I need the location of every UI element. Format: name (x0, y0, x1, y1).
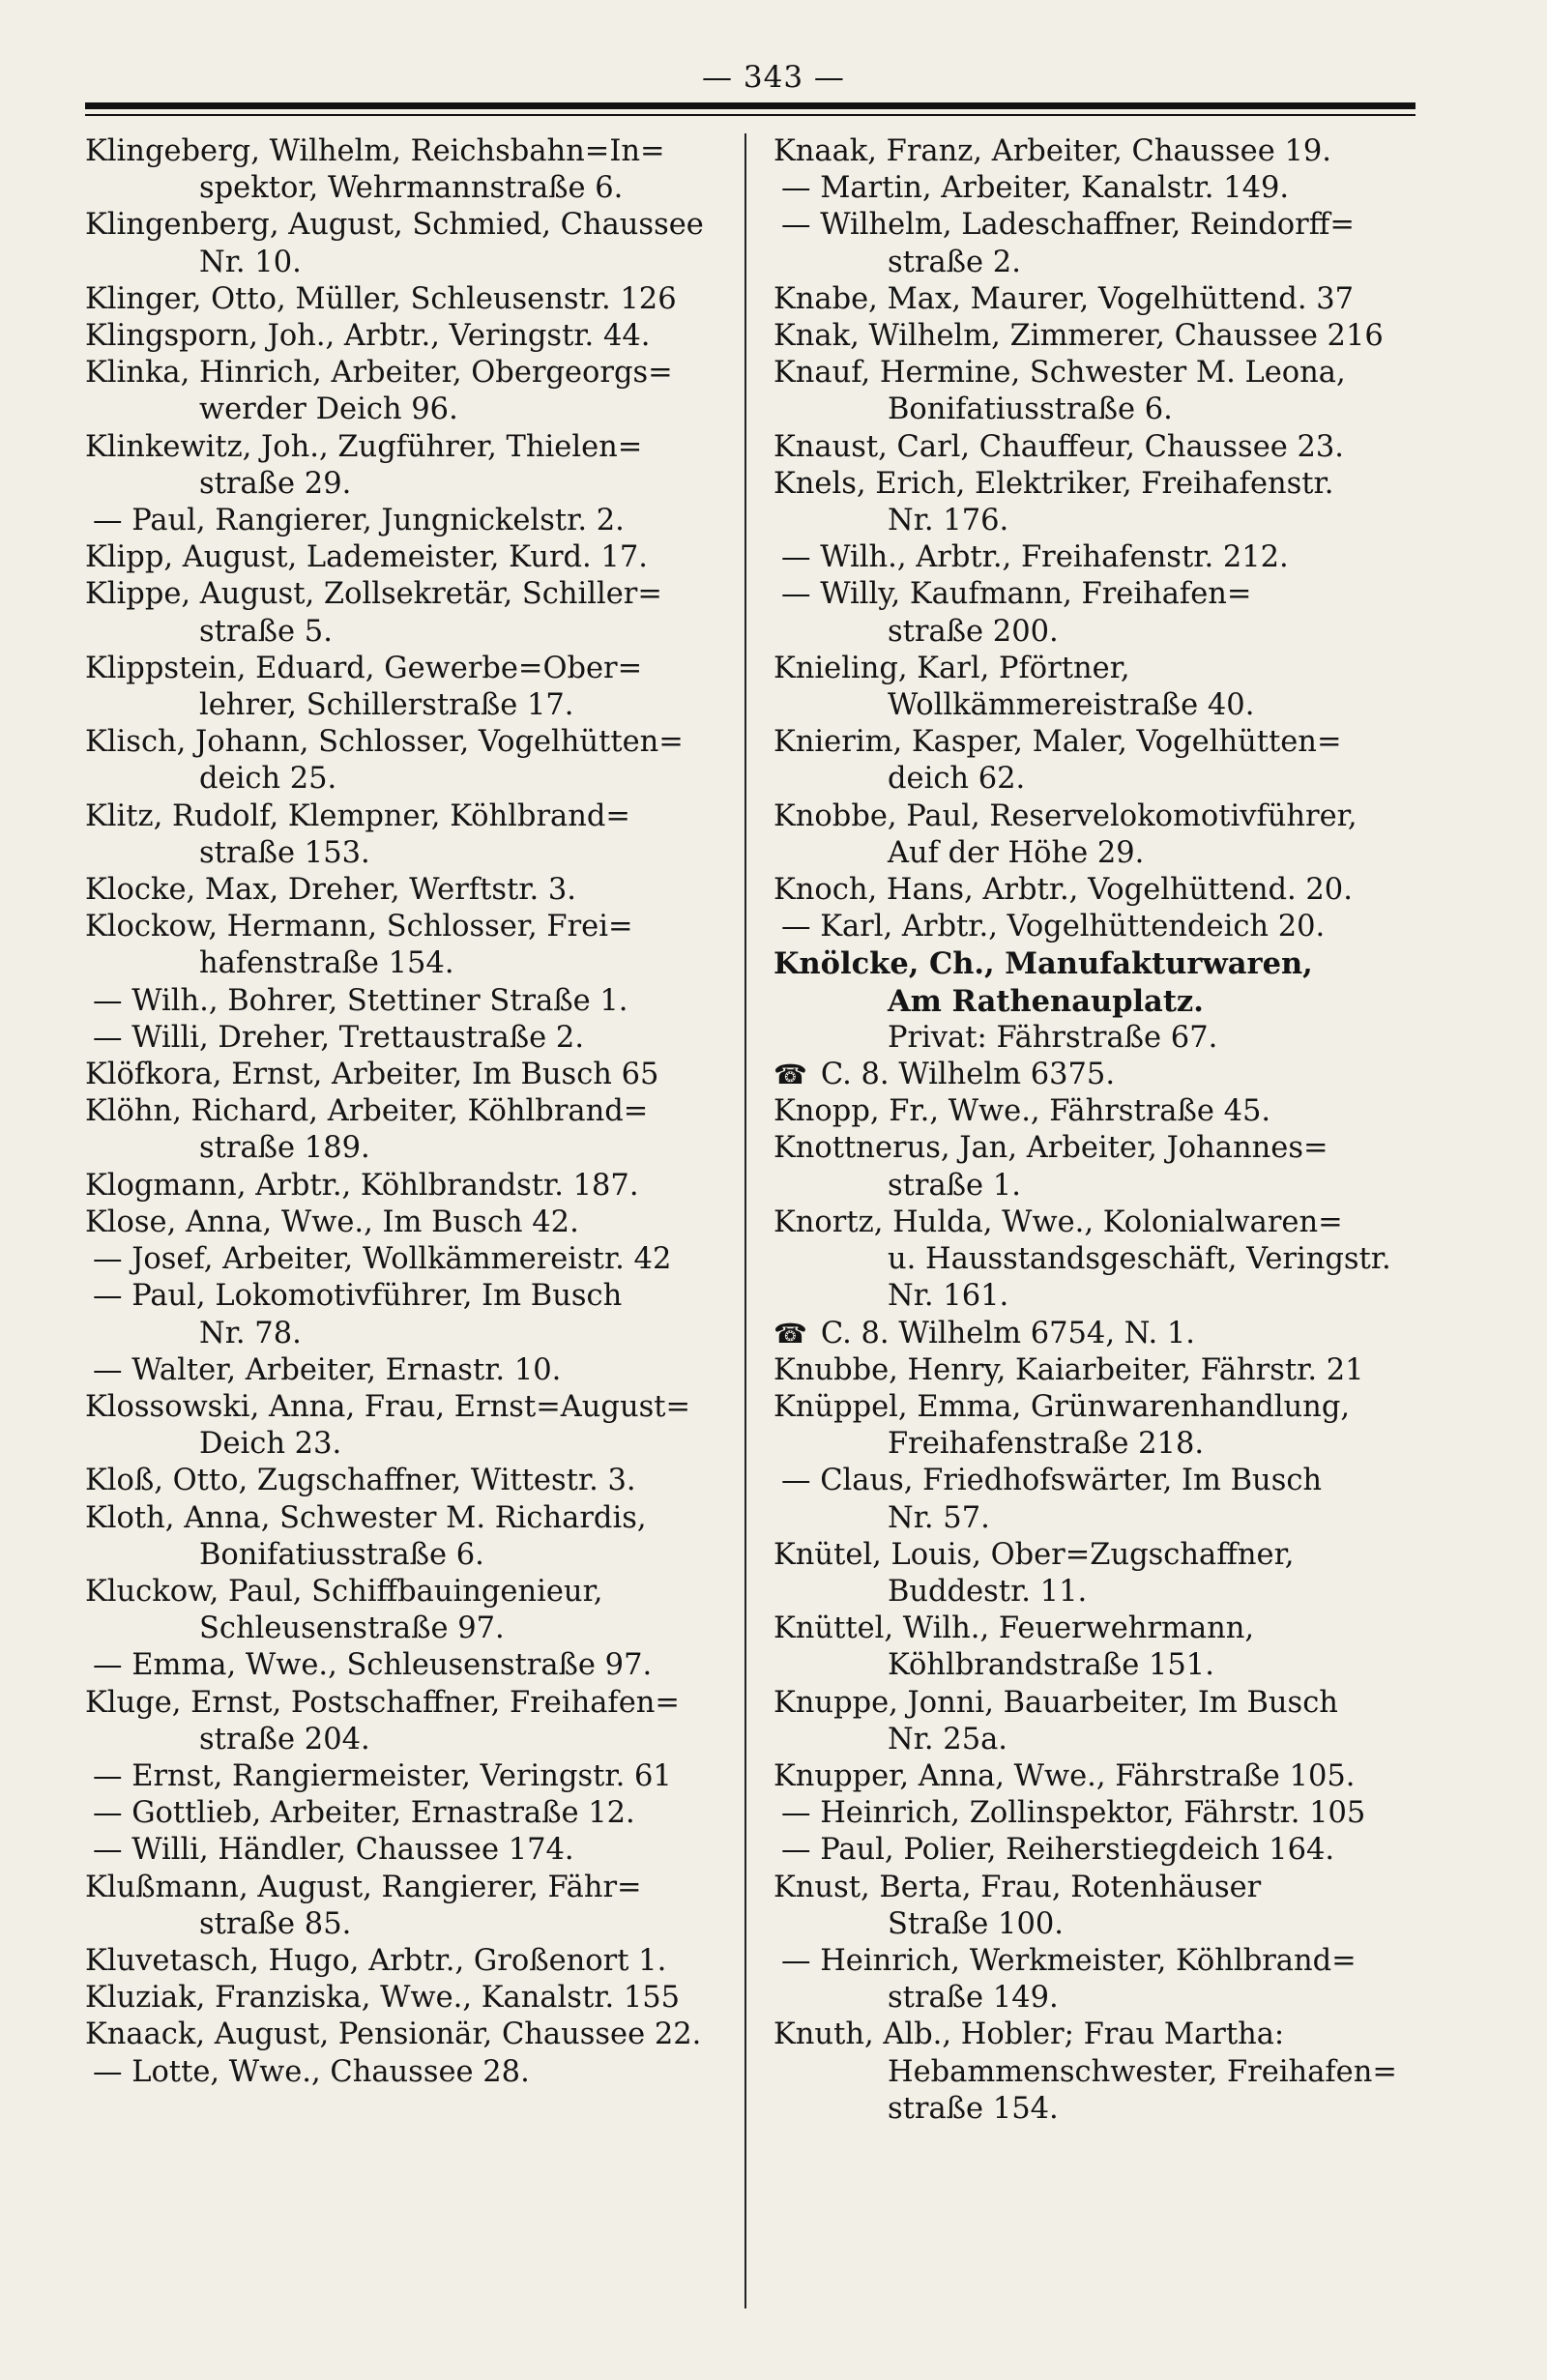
entry-continuation: straße 5. (199, 614, 333, 649)
directory-entry (85, 1463, 733, 1499)
directory-entry (774, 1130, 1421, 1204)
directory-entry (774, 466, 1421, 539)
directory-entry (774, 1389, 1421, 1463)
directory-entry (774, 872, 1421, 909)
directory-entry (774, 1685, 1421, 1758)
entry-line: — Heinrich, Werkmeister, Köhlbrand= (781, 1943, 1357, 1978)
directory-entry (85, 207, 733, 280)
entry-continuation: werder Deich 96. (199, 392, 458, 427)
directory-entry (774, 1463, 1421, 1536)
entry-continuation: straße 200. (888, 614, 1059, 649)
entry-line: Knupper, Anna, Wwe., Fährstraße 105. (774, 1758, 1356, 1793)
entry-line: Knabe, Max, Maurer, Vogelhüttend. 37 (774, 281, 1355, 316)
entry-line: Knaust, Carl, Chauffeur, Chaussee 23. (774, 429, 1344, 464)
directory-entry (774, 318, 1421, 355)
entry-continuation: Hebammenschwester, Freihafen= (888, 2054, 1397, 2089)
entry-line: — Willi, Händler, Chaussee 174. (93, 1833, 574, 1868)
directory-entry (85, 1389, 733, 1463)
directory-entry (774, 1205, 1421, 1316)
directory-entry (774, 945, 1421, 1019)
directory-entry (85, 281, 733, 318)
directory-entry (774, 539, 1421, 576)
entry-line: Knoch, Hans, Arbtr., Vogelhüttend. 20. (774, 873, 1353, 908)
entry-continuation: Wollkämmereistraße 40. (888, 688, 1255, 723)
entry-line: Klinger, Otto, Müller, Schleusenstr. 126 (85, 281, 677, 316)
directory-entry (85, 724, 733, 798)
directory-entry (774, 1093, 1421, 1130)
directory-entry (774, 133, 1421, 170)
entry-line: Kloß, Otto, Zugschaffner, Wittestr. 3. (85, 1464, 636, 1498)
entry-line: — Paul, Lokomotivführer, Im Busch (93, 1279, 623, 1314)
page-number: — 343 — (702, 60, 845, 95)
entry-continuation: Bonifatiusstraße 6. (888, 392, 1173, 427)
entry-line: Knütel, Louis, Ober=Zugschaffner, (774, 1537, 1295, 1572)
directory-entry (774, 281, 1421, 318)
entry-line: — Karl, Arbtr., Vogelhüttendeich 20. (781, 910, 1326, 944)
entry-continuation: Auf der Höhe 29. (888, 835, 1145, 870)
entry-line: Klippe, August, Zollsekretär, Schiller= (85, 577, 662, 612)
column-divider (744, 133, 746, 2308)
entry-line: Klipp, August, Lademeister, Kurd. 17. (85, 540, 648, 575)
directory-entry (85, 1500, 733, 1574)
entry-continuation: Schleusenstraße 97. (199, 1611, 505, 1646)
directory-entry (774, 1537, 1421, 1611)
entry-line: Knobbe, Paul, Reservelokomotivführer, (774, 798, 1357, 833)
entry-line: — Ernst, Rangiermeister, Veringstr. 61 (93, 1758, 672, 1793)
entry-continuation: straße 149. (888, 1981, 1059, 2016)
entry-line: Klöhn, Richard, Arbeiter, Köhlbrand= (85, 1094, 649, 1129)
directory-entry (774, 1870, 1421, 1943)
directory-entry (85, 2017, 733, 2053)
entry-continuation: straße 2. (888, 245, 1021, 279)
entry-continuation: deich 25. (199, 762, 337, 797)
entry-line: Klogmann, Arbtr., Köhlbrandstr. 187. (85, 1168, 639, 1203)
entry-line: Knels, Erich, Elektriker, Freihafenstr. (774, 466, 1334, 501)
directory-entry (85, 909, 733, 982)
entry-line: Knortz, Hulda, Wwe., Kolonialwaren= (774, 1205, 1343, 1239)
directory-entry (774, 355, 1421, 428)
entry-line: Knubbe, Henry, Kaiarbeiter, Fährstr. 21 (774, 1352, 1364, 1387)
directory-entry (85, 651, 733, 724)
directory-entry (85, 1574, 733, 1647)
entry-line: Knak, Wilhelm, Zimmerer, Chaussee 216 (774, 319, 1384, 354)
directory-entry (85, 1205, 733, 1241)
entry-line: — Walter, Arbeiter, Ernastr. 10. (93, 1352, 562, 1387)
left-column (85, 133, 733, 2091)
entry-line: Kluziak, Franziska, Wwe., Kanalstr. 155 (85, 1981, 681, 2016)
entry-line: Knottnerus, Jan, Arbeiter, Johannes= (774, 1131, 1328, 1166)
entry-continuation: u. Hausstandsgeschäft, Veringstr. (888, 1242, 1391, 1277)
entry-continuation: straße 29. (199, 466, 352, 501)
entry-line: Knust, Berta, Frau, Rotenhäuser (774, 1870, 1262, 1904)
directory-entry (85, 539, 733, 576)
entry-line: Knopp, Fr., Wwe., Fährstraße 45. (774, 1094, 1271, 1129)
entry-continuation: Buddestr. 11. (888, 1574, 1088, 1609)
entry-line: Kluvetasch, Hugo, Arbtr., Großenort 1. (85, 1943, 667, 1978)
entry-line: Klingeberg, Wilhelm, Reichsbahn=In= (85, 134, 665, 168)
entry-line: Knölcke, Ch., Manufakturwaren, (774, 946, 1313, 982)
entry-line: ☎ C. 8. Wilhelm 6375. (774, 1057, 1421, 1093)
entry-line: Knaack, August, Pensionär, Chaussee 22. (85, 2017, 702, 2052)
entry-continuation: Nr. 25a. (888, 1722, 1007, 1756)
directory-entry (774, 1758, 1421, 1795)
directory-entry (85, 1685, 733, 1758)
entry-line: ☎ C. 8. Wilhelm 6754, N. 1. (774, 1316, 1421, 1352)
directory-entry (85, 429, 733, 503)
entry-continuation: Nr. 10. (199, 245, 302, 279)
entry-line: Klockow, Hermann, Schlosser, Frei= (85, 910, 633, 944)
directory-entry (85, 983, 733, 1020)
directory-entry (774, 170, 1421, 207)
entry-line: Kluckow, Paul, Schiffbauingenieur, (85, 1574, 603, 1609)
directory-entry (774, 798, 1421, 872)
directory-entry (85, 798, 733, 872)
directory-entry (85, 1870, 733, 1943)
directory-entry (85, 2054, 733, 2091)
entry-line: — Paul, Rangierer, Jungnickelstr. 2. (93, 504, 625, 538)
directory-entry (774, 1057, 1421, 1093)
entry-line: Kloth, Anna, Schwester M. Richardis, (85, 1500, 647, 1535)
entry-continuation: Deich 23. (199, 1427, 342, 1462)
entry-line: Klingenberg, August, Schmied, Chaussee (85, 208, 704, 243)
entry-continuation: deich 62. (888, 762, 1026, 797)
entry-line: — Claus, Friedhofswärter, Im Busch (781, 1464, 1323, 1498)
entry-line: Klinka, Hinrich, Arbeiter, Obergeorgs= (85, 356, 673, 391)
directory-entry (85, 1057, 733, 1093)
directory-entry (85, 1758, 733, 1795)
directory-entry (774, 724, 1421, 798)
entry-line: — Willi, Dreher, Trettaustraße 2. (93, 1020, 585, 1055)
directory-entry (774, 1611, 1421, 1684)
directory-entry (85, 133, 733, 207)
header-rule-thin (85, 114, 1416, 116)
entry-continuation: Am Rathenauplatz. (888, 983, 1204, 1019)
directory-entry (85, 1241, 733, 1278)
entry-continuation: straße 204. (199, 1722, 370, 1756)
directory-entry (85, 576, 733, 650)
entry-line: — Wilh., Arbtr., Freihafenstr. 212. (781, 540, 1289, 575)
entry-continuation: Bonifatiusstraße 6. (199, 1537, 484, 1572)
entry-line: Klocke, Max, Dreher, Werftstr. 3. (85, 873, 576, 908)
entry-continuation: Nr. 78. (199, 1316, 302, 1350)
entry-line: — Martin, Arbeiter, Kanalstr. 149. (781, 171, 1290, 206)
directory-entry (85, 355, 733, 428)
entry-line: Knauf, Hermine, Schwester M. Leona, (774, 356, 1346, 391)
directory-entry (85, 1943, 733, 1980)
entry-line: Kluge, Ernst, Postschaffner, Freihafen= (85, 1685, 680, 1720)
entry-line: Privat: Fährstraße 67. (888, 1020, 1218, 1055)
directory-entry (774, 1943, 1421, 2017)
directory-entry (774, 576, 1421, 650)
directory-entry (85, 872, 733, 909)
entry-continuation: straße 1. (888, 1168, 1021, 1203)
directory-entry (774, 651, 1421, 724)
directory-entry (85, 1795, 733, 1832)
entry-continuation: straße 153. (199, 835, 370, 870)
entry-continuation: spektor, Wehrmannstraße 6. (199, 171, 624, 206)
entry-line: Klossowski, Anna, Frau, Ernst=August= (85, 1389, 691, 1424)
entry-line: Knierim, Kasper, Maler, Vogelhütten= (774, 725, 1342, 760)
entry-continuation: Freihafenstraße 218. (888, 1427, 1205, 1462)
entry-continuation: Köhlbrandstraße 151. (888, 1648, 1214, 1683)
entry-line: Klisch, Johann, Schlosser, Vogelhütten= (85, 725, 684, 760)
entry-line: Klinkewitz, Joh., Zugführer, Thielen= (85, 429, 643, 464)
entry-continuation: lehrer, Schillerstraße 17. (199, 688, 574, 723)
entry-line: — Wilh., Bohrer, Stettiner Straße 1. (93, 983, 628, 1018)
directory-entry (774, 1316, 1421, 1352)
entry-continuation: straße 154. (888, 2091, 1059, 2126)
entry-line: Knieling, Karl, Pförtner, (774, 651, 1130, 685)
entry-line: — Lotte, Wwe., Chaussee 28. (93, 2054, 530, 2089)
entry-line: — Wilhelm, Ladeschaffner, Reindorff= (781, 208, 1355, 243)
entry-continuation: straße 189. (199, 1131, 370, 1166)
entry-line: Klußmann, August, Rangierer, Fähr= (85, 1870, 642, 1904)
directory-entry (85, 318, 733, 355)
entry-line: — Josef, Arbeiter, Wollkämmereistr. 42 (93, 1242, 672, 1277)
directory-entry (85, 1980, 733, 2017)
entry-continuation: Nr. 176. (888, 504, 1009, 538)
entry-line: Klöfkora, Ernst, Arbeiter, Im Busch 65 (85, 1058, 659, 1092)
entry-line: Knuppe, Jonni, Bauarbeiter, Im Busch (774, 1685, 1338, 1720)
directory-entry (85, 1168, 733, 1205)
directory-entry (85, 1093, 733, 1167)
directory-entry (85, 1278, 733, 1351)
entry-continuation: straße 85. (199, 1906, 352, 1941)
entry-line: — Willy, Kaufmann, Freihafen= (781, 577, 1252, 612)
entry-line: — Heinrich, Zollinspektor, Fährstr. 105 (781, 1796, 1366, 1831)
entry-line: Knüppel, Emma, Grünwarenhandlung, (774, 1389, 1351, 1424)
directory-entry (85, 1647, 733, 1684)
directory-entry (774, 2017, 1421, 2128)
entry-line: Klingsporn, Joh., Arbtr., Veringstr. 44. (85, 319, 651, 354)
entry-continuation: Nr. 161. (888, 1279, 1009, 1314)
directory-entry (774, 1352, 1421, 1389)
entry-line: — Emma, Wwe., Schleusenstraße 97. (93, 1648, 653, 1683)
entry-line: Klippstein, Eduard, Gewerbe=Ober= (85, 651, 643, 685)
entry-continuation: hafenstraße 154. (199, 946, 454, 981)
entry-continuation: Nr. 57. (888, 1500, 990, 1535)
entry-line: — Paul, Polier, Reiherstiegdeich 164. (781, 1833, 1335, 1868)
directory-entry (85, 1352, 733, 1389)
entry-line: — Gottlieb, Arbeiter, Ernastraße 12. (93, 1796, 635, 1831)
entry-line: Knüttel, Wilh., Feuerwehrmann, (774, 1611, 1255, 1646)
directory-entry (774, 429, 1421, 466)
entry-line: Knuth, Alb., Hobler; Frau Martha: (774, 2017, 1285, 2052)
directory-entry (85, 1020, 733, 1057)
directory-entry (774, 1795, 1421, 1832)
directory-entry (774, 1020, 1421, 1057)
directory-entry (774, 909, 1421, 945)
header-rule-thick (85, 102, 1416, 109)
entry-continuation: Straße 100. (888, 1906, 1064, 1941)
directory-entry (85, 503, 733, 539)
directory-entry (774, 207, 1421, 280)
directory-entry (85, 1832, 733, 1869)
entry-line: Knaak, Franz, Arbeiter, Chaussee 19. (774, 134, 1331, 168)
entry-line: Klose, Anna, Wwe., Im Busch 42. (85, 1205, 579, 1239)
right-column (774, 133, 1421, 2128)
directory-entry (774, 1832, 1421, 1869)
entry-line: Klitz, Rudolf, Klempner, Köhlbrand= (85, 798, 630, 833)
